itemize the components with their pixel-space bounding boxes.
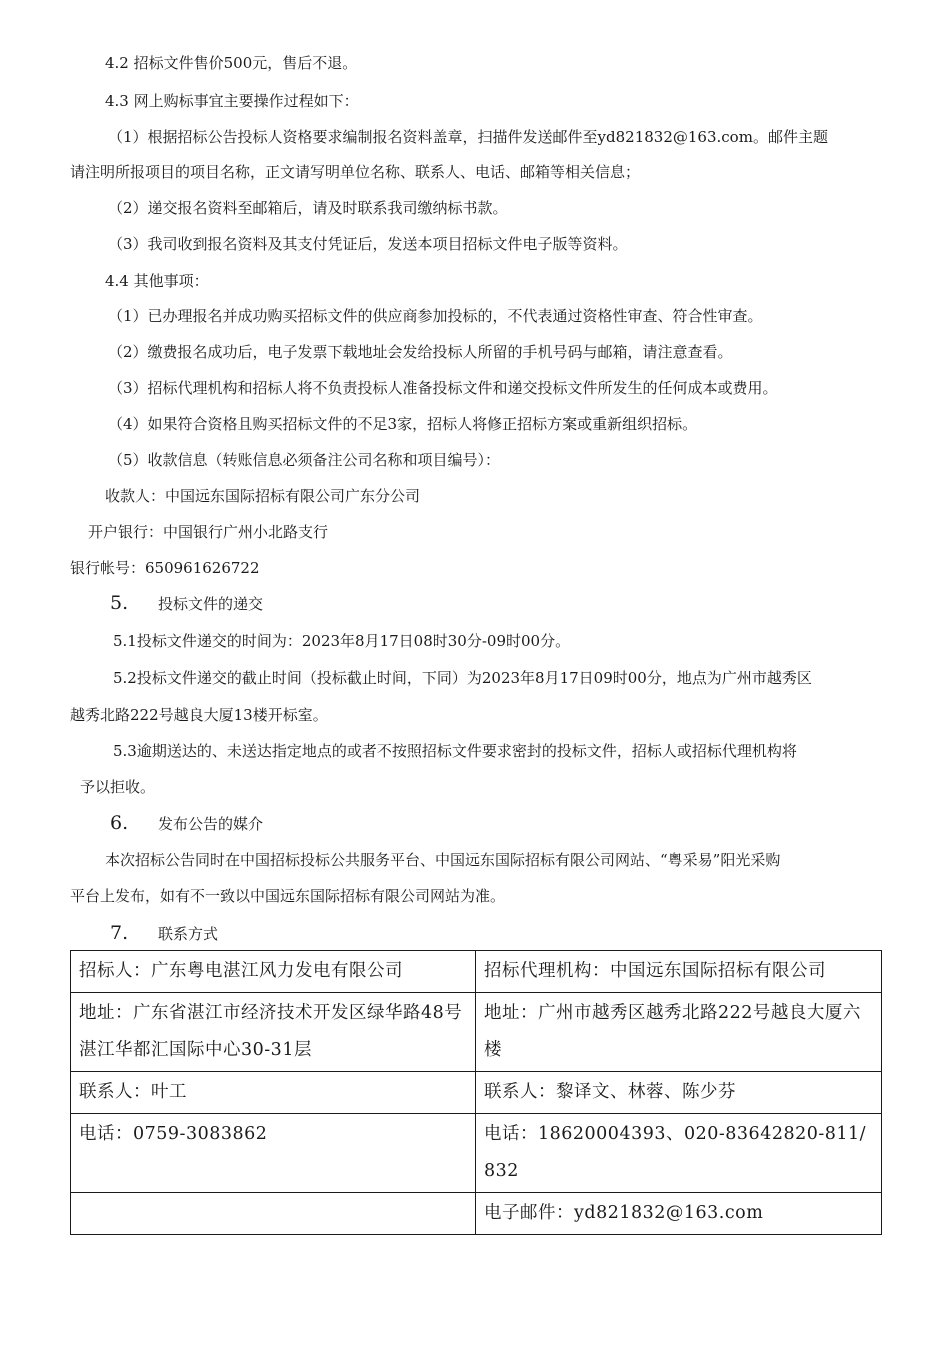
- other-item-3: （3）招标代理机构和招标人将不负责投标人准备投标文件和递交投标文件所发生的任何成本或费用。: [108, 379, 778, 397]
- paragraph-5-2-line-2: 越秀北路222号越良大厦13楼开标室。: [70, 706, 328, 724]
- table-row: [71, 1193, 882, 1235]
- paragraph-4-4: 4.4 其他事项：: [105, 272, 209, 290]
- agency-phone-cell: 电话：18620004393、020-83642820-811/832: [476, 1114, 882, 1193]
- paragraph-5-3-line-2: 予以拒收。: [80, 778, 156, 796]
- table-row: [71, 1072, 882, 1114]
- section-5-number: 5.: [110, 592, 129, 614]
- section-6-line-1: 本次招标公告同时在中国招标投标公共服务平台、中国远东国际招标有限公司网站、“粤采易”阳光采购: [105, 851, 781, 869]
- paragraph-4-3: 4.3 网上购标事宜主要操作过程如下：: [105, 92, 359, 110]
- table-row: [71, 993, 882, 1072]
- table-row: [71, 1114, 882, 1193]
- paragraph-5-2-line-1: 5.2投标文件递交的截止时间（投标截止时间，下同）为2023年8月17日09时00分，地点为广州市越秀区: [113, 669, 812, 687]
- agency-email-cell: 电子邮件：yd821832@163.com: [476, 1193, 882, 1235]
- step-2: （2）递交报名资料至邮箱后，请及时联系我司缴纳标书款。: [108, 199, 508, 217]
- bank-line: 开户银行：中国银行广州小北路支行: [88, 523, 329, 541]
- tenderer-phone-cell: 电话：0759-3083862: [71, 1114, 476, 1193]
- paragraph-4-2: 4.2 招标文件售价500元，售后不退。: [105, 54, 358, 72]
- agency-address-cell: 地址：广州市越秀区越秀北路222号越良大厦六楼: [476, 993, 882, 1072]
- contact-table: [70, 950, 882, 1235]
- section-6-title: 发布公告的媒介: [158, 815, 264, 833]
- section-5-heading: [110, 592, 263, 615]
- paragraph-5-1: 5.1投标文件递交的时间为：2023年8月17日08时30分-09时00分。: [113, 632, 571, 650]
- empty-cell: [71, 1193, 476, 1235]
- section-5-title: 投标文件的递交: [158, 595, 264, 613]
- tenderer-contact-cell: 联系人：叶工: [71, 1072, 476, 1114]
- agency-contact-cell: 联系人：黎译文、林蓉、陈少芬: [476, 1072, 882, 1114]
- section-6-heading: [110, 812, 263, 835]
- other-item-2: （2）缴费报名成功后，电子发票下载地址会发给投标人所留的手机号码与邮箱，请注意查看。: [108, 343, 733, 361]
- agency-cell: 招标代理机构：中国远东国际招标有限公司: [476, 951, 882, 993]
- table-row: [71, 951, 882, 993]
- tenderer-address-cell: 地址：广东省湛江市经济技术开发区绿华路48号湛江华都汇国际中心30-31层: [71, 993, 476, 1072]
- tenderer-cell: 招标人：广东粤电湛江风力发电有限公司: [71, 951, 476, 993]
- section-6-line-2: 平台上发布，如有不一致以中国远东国际招标有限公司网站为准。: [70, 887, 506, 905]
- other-item-1: （1）已办理报名并成功购买招标文件的供应商参加投标的，不代表通过资格性审查、符合性审查。: [108, 307, 763, 325]
- other-item-4: （4）如果符合资格且购买招标文件的不足3家，招标人将修正招标方案或重新组织招标。: [108, 415, 698, 433]
- step-3: （3）我司收到报名资料及其支付凭证后，发送本项目招标文件电子版等资料。: [108, 235, 628, 253]
- paragraph-5-3-line-1: 5.3逾期送达的、未送达指定地点的或者不按照招标文件要求密封的投标文件，招标人或招标代理机构将: [113, 742, 797, 760]
- section-7-title: 联系方式: [158, 925, 219, 943]
- section-7-number: 7.: [110, 922, 129, 944]
- section-6-number: 6.: [110, 812, 129, 834]
- account-line: 银行帐号：650961626722: [70, 559, 260, 577]
- section-7-heading: [110, 922, 218, 945]
- payee-line: 收款人：中国远东国际招标有限公司广东分公司: [105, 487, 421, 505]
- step-1-line-1: （1）根据招标公告投标人资格要求编制报名资料盖章，扫描件发送邮件至yd821832@163.com。邮件主题: [108, 128, 828, 146]
- other-item-5: （5）收款信息（转账信息必须备注公司名称和项目编号）：: [108, 451, 501, 469]
- step-1-line-2: 请注明所报项目的项目名称，正文请写明单位名称、联系人、电话、邮箱等相关信息；: [70, 163, 641, 181]
